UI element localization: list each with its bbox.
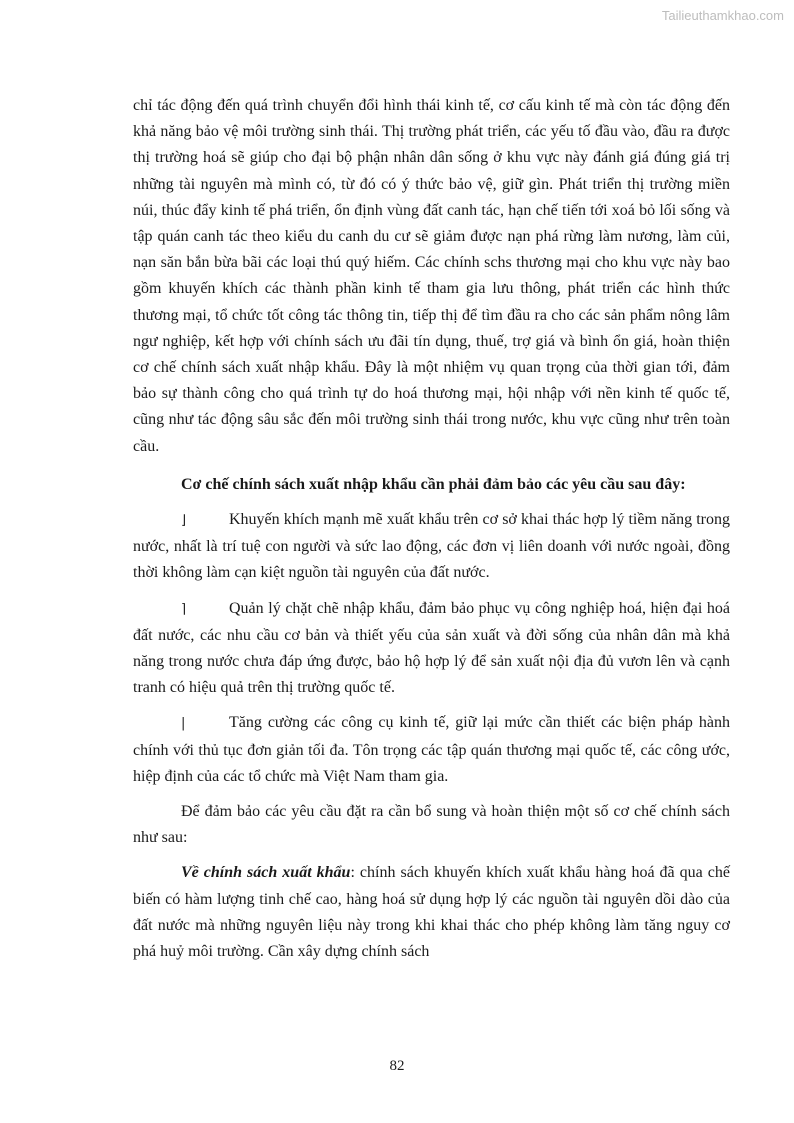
bullet-text: Tăng cường các công cụ kinh tế, giữ lại mức cần thiết các biện pháp hành chính với thủ tục đơn giản tối đa. Tôn trọng các tập quán thương mại quốc tế, các công ước, hiệp định của các tổ chức mà Việt Nam tham gia. (133, 714, 730, 785)
bullet-text: Khuyến khích mạnh mẽ xuất khẩu trên cơ sở khai thác hợp lý tiềm năng trong nước, nhất là trí tuệ con người và sức lao động, các đơn vị liên doanh với nước ngoài, đồng thời không làm cạn kiệt nguồn tài nguyên của đất nước. (133, 511, 730, 582)
bullet-text: Quản lý chặt chẽ nhập khẩu, đảm bảo phục vụ công nghiệp hoá, hiện đại hoá đất nước, các nhu cầu cơ bản và thiết yếu của sản xuất và đời sống của nhân dân mà khả năng trong nước chưa đáp ứng được, bảo hộ hợp lý để sản xuất nội địa đủ vươn lên và cạnh tranh có hiệu quả trên thị trường quốc tế. (133, 599, 730, 697)
paragraph-intro: chỉ tác động đến quá trình chuyển đổi hình thái kinh tế, cơ cấu kinh tế mà còn tác động đến khả năng bảo vệ môi trường sinh thái. Thị trường phát triển, các yếu tố đầu vào, đầu ra được thị trường hoá sẽ giúp cho đại bộ phận nhân dân sống ở khu vực này đánh giá đúng giá trị những tài nguyên mà mình có, từ đó có ý thức bảo vệ, giữ gìn. Phát triển thị trường miền núi, thúc đẩy kinh tế phá triển, ổn định vùng đất canh tác, hạn chế tiến tới xoá bỏ lối sống và tập quán canh tác theo kiểu du canh du cư sẽ giảm được nạn phá rừng làm nương, làm củi, nạn săn bắn bừa bãi các loại thú quý hiếm. Các chính schs thương mại cho khu vực này bao gồm khuyến khích các thành phần kinh tế tham gia lưu thông, phát triển các hình thức thương mại, tổ chức tốt công tác thông tin, tiếp thị để tìm đầu ra cho các sản phẩm nông lâm ngư nghiệp, kết hợp với chính sách ưu đãi tín dụng, thuế, trợ giá và bình ổn giá, hoàn thiện cơ chế chính sách xuất nhập khẩu. Đây là một nhiệm vụ quan trọng của thời gian tới, đảm bảo sự thành công cho quá trình tự do hoá thương mại, hội nhập với nền kinh tế quốc tế, cũng như tác động sâu sắc đến môi trường sinh thái trong nước, khu vực cũng như trên toàn cầu. (133, 97, 730, 455)
section-heading: Cơ chế chính sách xuất nhập khẩu cần phải đảm bảo các yêu cầu sau đây: (181, 475, 686, 493)
watermark: Tailieuthamkhao.com (661, 8, 784, 23)
bullet-item-2 (133, 596, 730, 702)
paragraph-requirements: Để đảm bảo các yêu cầu đặt ra cần bổ sung và hoàn thiện một số cơ chế chính sách như sau: (133, 803, 730, 847)
export-policy-text: : chính sách khuyến khích xuất khẩu hàng hoá đã qua chế biến có hàm lượng tinh chế cao, hàng hoá sử dụng hợp lý các nguồn tài nguyên dồi dào của đất nước mà những nguyên liệu này trong khi khai thác cho phép không làm tăng nguy cơ phá huỷ môi trường. Cần xây dựng chính sách (133, 864, 731, 961)
document-body (133, 93, 730, 974)
bullet-item-3 (133, 710, 730, 790)
bullet-mark-icon: ⌉ (181, 601, 187, 617)
bullet-mark-icon: | (181, 716, 186, 732)
export-policy-lead: Về chính sách xuất khẩu (181, 864, 351, 882)
paragraph-export-policy (133, 860, 730, 965)
bullet-mark-icon: ⌋ (181, 513, 187, 529)
bullet-item-1 (133, 507, 730, 587)
page-number: 82 (389, 1058, 405, 1074)
